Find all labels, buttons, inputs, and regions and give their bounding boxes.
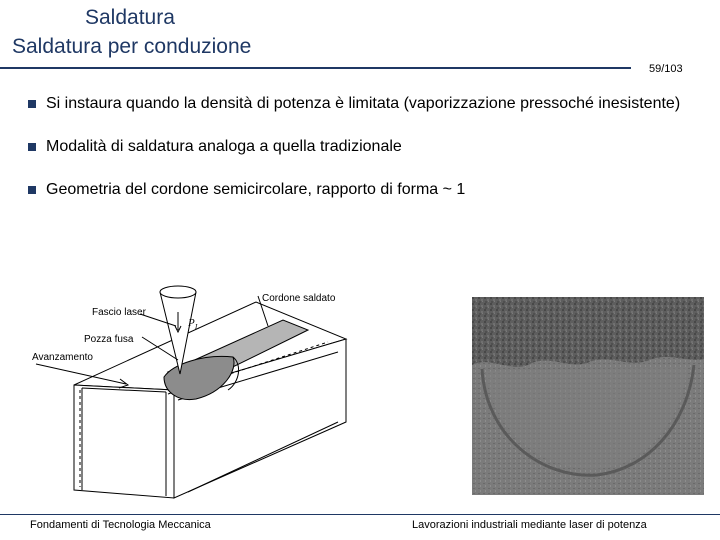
bullet-text: Modalità di saldatura analoga a quella tradizionale (46, 138, 402, 155)
bullet-item (28, 92, 688, 116)
page-number: 59/103 (649, 63, 683, 75)
label-pozza-fusa: Pozza fusa (84, 334, 134, 345)
conduction-welding-diagram (28, 282, 358, 500)
bullet-square-icon (28, 143, 36, 151)
bullet-square-icon (28, 100, 36, 108)
power-subscript: L (195, 323, 199, 331)
footer-rule (0, 514, 720, 515)
bullet-list (28, 92, 688, 221)
bullet-square-icon (28, 186, 36, 194)
label-fascio-laser: Fascio laser (92, 307, 146, 318)
bullet-item (28, 135, 688, 159)
label-cordone-saldato: Cordone saldato (262, 293, 336, 304)
footer-course-title: Fondamenti di Tecnologia Meccanica (30, 519, 211, 531)
label-avanzamento: Avanzamento (32, 352, 93, 363)
title-rule (0, 67, 631, 69)
power-label: P (188, 317, 195, 329)
bullet-text: Si instaura quando la densità di potenza è limitata (vaporizzazione pressoché inesistente) (46, 95, 681, 112)
weld-cross-section-photo (472, 297, 704, 495)
bullet-text: Geometria del cordone semicircolare, rapporto di forma ~ 1 (46, 181, 466, 198)
footer-section-title: Lavorazioni industriali mediante laser di potenza (412, 519, 647, 531)
bullet-item (28, 178, 688, 202)
slide-subtitle: Saldatura per conduzione (12, 35, 252, 58)
slide-title: Saldatura (85, 6, 175, 29)
